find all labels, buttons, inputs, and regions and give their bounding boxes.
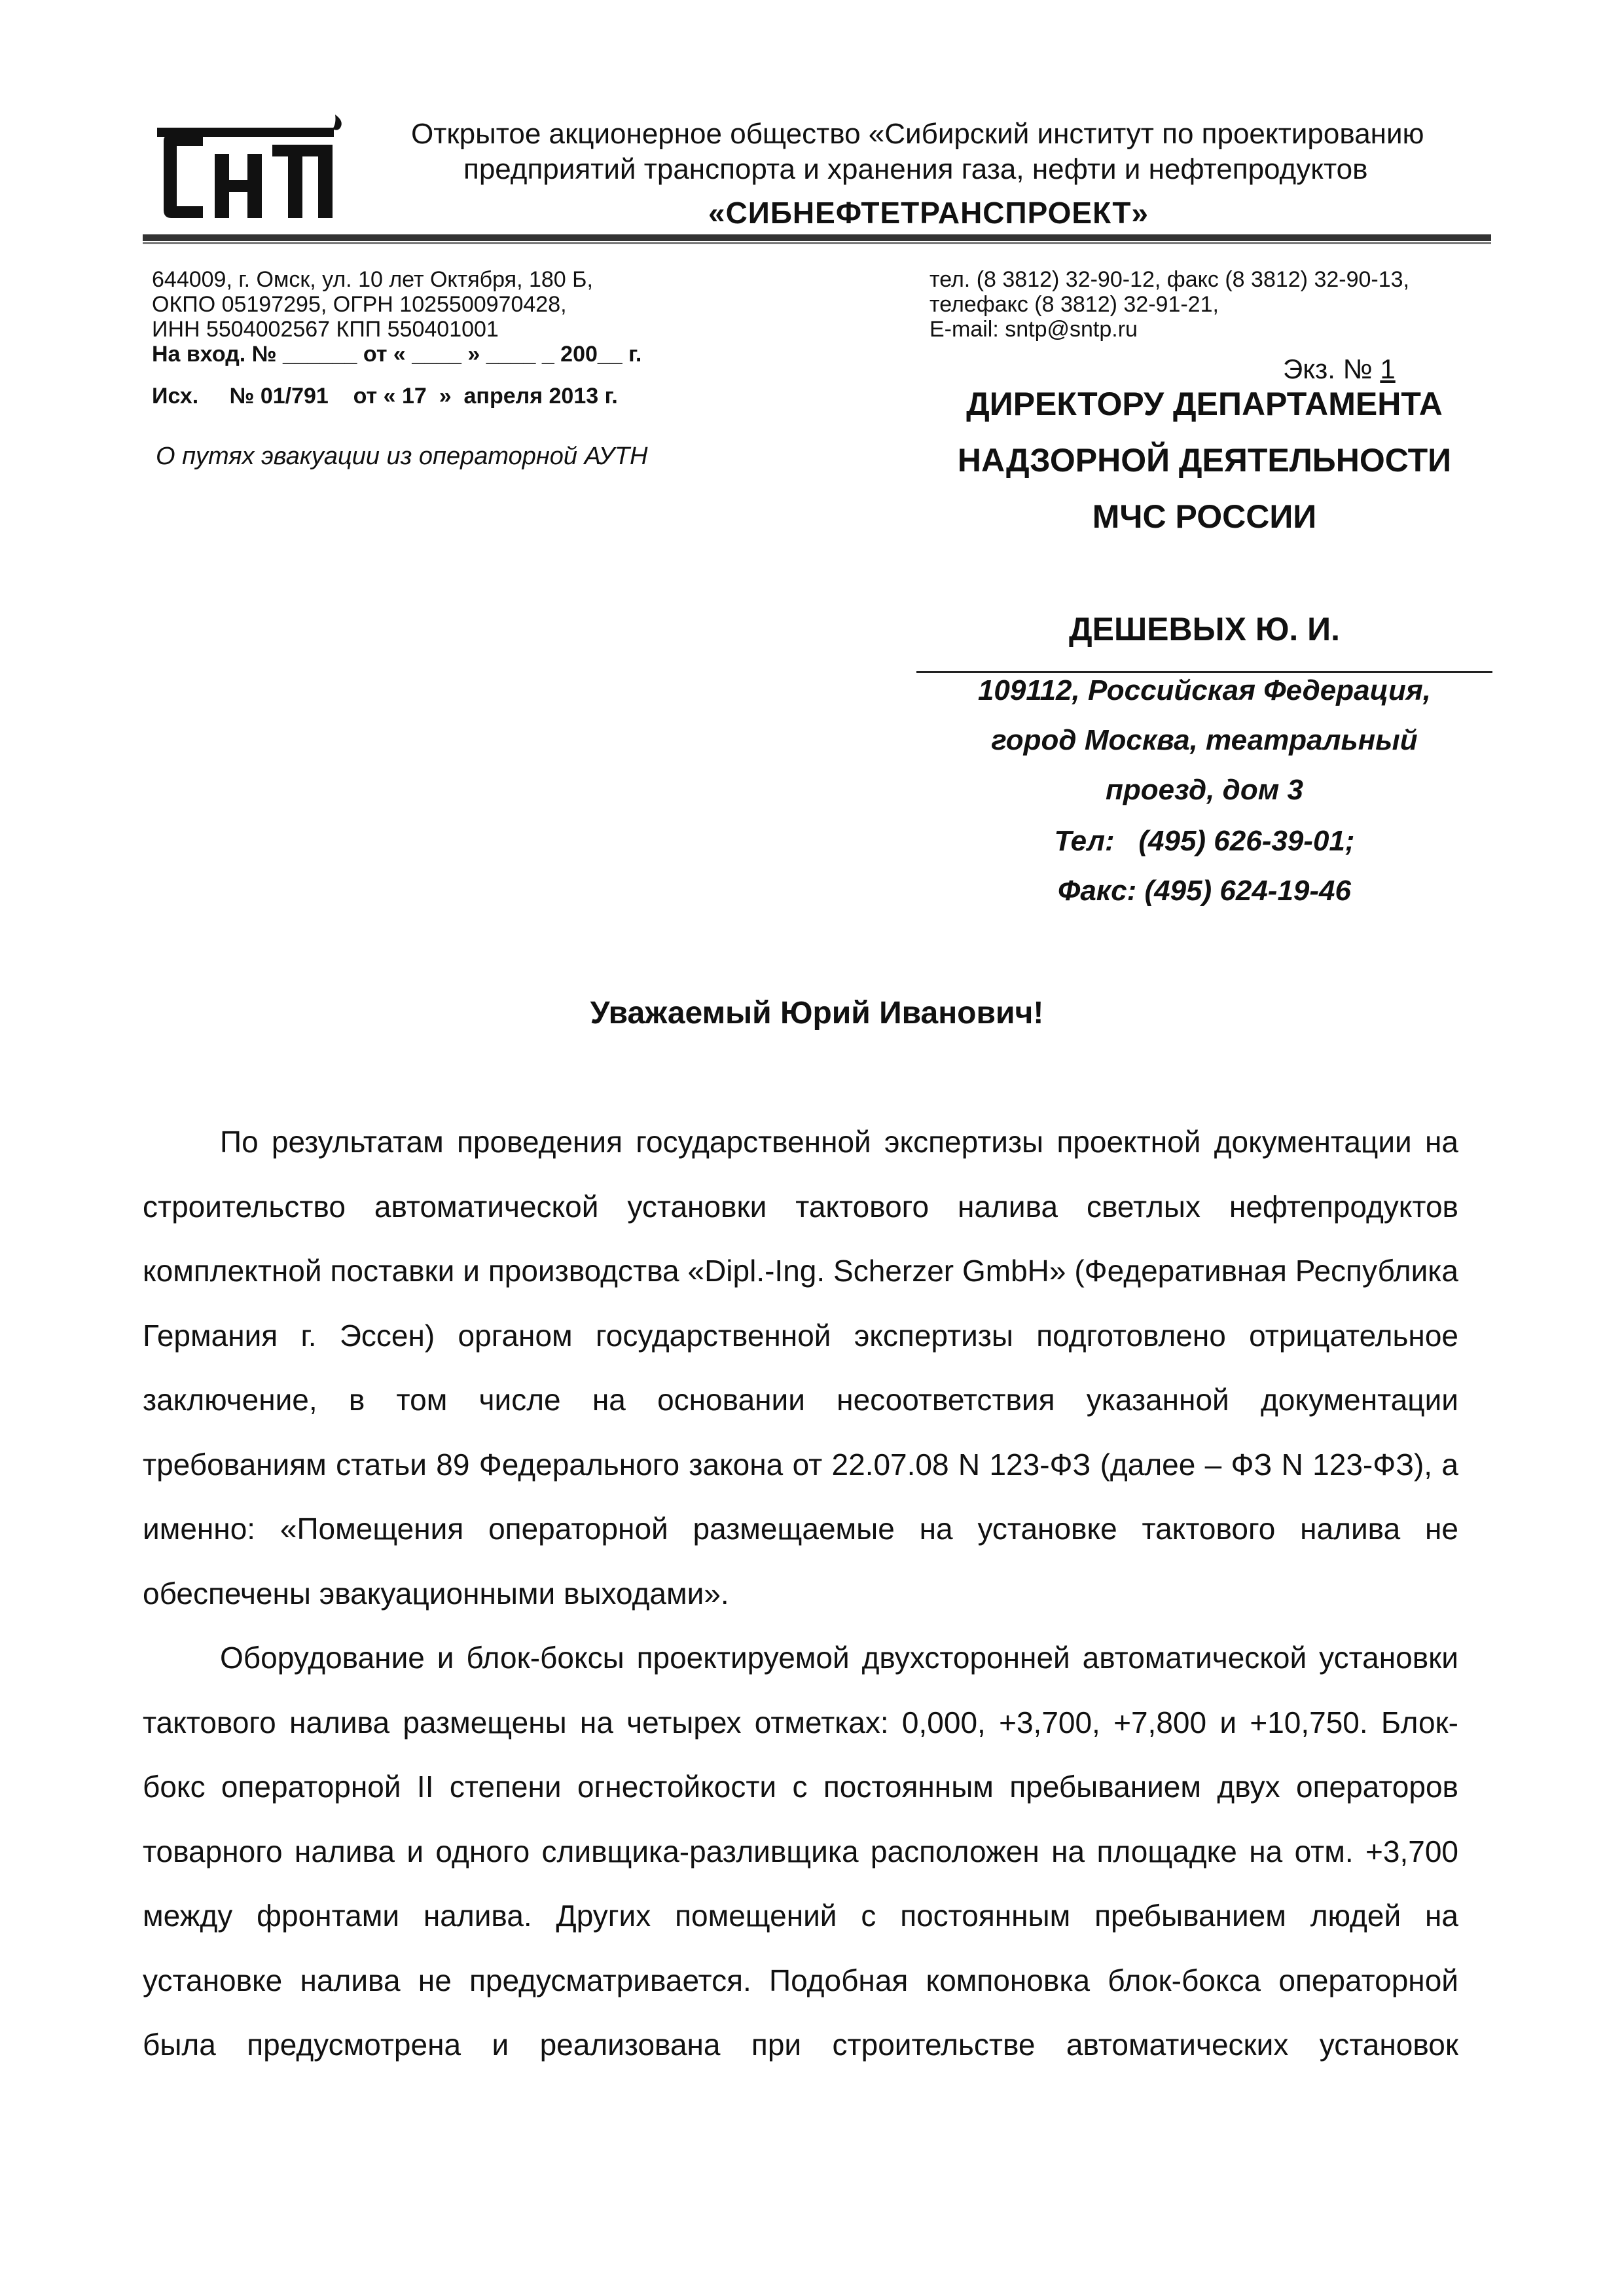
copy-number-value: 1 [1380,354,1396,384]
header-rule [143,234,1491,241]
header-rule-thin [143,242,1491,244]
addressee-address-1: 109112, Российская Федерация, [977,674,1432,706]
outgoing-number: Исх. № 01/791 от « 17 » апреля 2013 г. [152,384,618,409]
company-logo [157,115,347,223]
copy-number [1283,354,1396,385]
company-okpo: ОКПО 05197295, ОГРН 1025500970428, [152,292,567,317]
incoming-number: На вход. № ______ от « ____ » ____ _ 200__ г. [152,342,642,367]
addressee-address-2: город Москва, театральный [991,724,1418,756]
addressee-rule [916,671,1492,673]
addressee-line-3: МЧС РОССИИ [1092,498,1317,535]
addressee-name: ДЕШЕВЫХ Ю. И. [1068,611,1341,647]
org-line-1: Открытое акционерное общество «Сибирский институт по проектированию [411,118,1424,150]
body-paragraph-2: Оборудование и блок-боксы проектируемой двухсторонней автоматической установки тактового налива размещены на четырех отметках: 0,000, +3,700, +7,800 и +10,750. Блок-бокс операторной II степени огнестойкости с постоянным пребыванием двух операторов товарного налива и одного сливщика-разливщика расположен на площадке на отм. +3,700 между фронтами налива. Других помещений с постоянным пребыванием людей на установке налива не предусматривается. Подобная компоновка блок-бокса операторной была предусмотрена и реализована при строительстве автоматических установок [143,1641,1458,2062]
company-inn: ИНН 5504002567 КПП 550401001 [152,317,499,342]
letter-subject: О путях эвакуации из операторной АУТН [156,443,648,470]
letter-body [143,1110,1458,2077]
company-email: E-mail: sntp@sntp.ru [929,317,1138,342]
company-phone: тел. (8 3812) 32-90-12, факс (8 3812) 32-90-13, [929,267,1409,292]
addressee-address-3: проезд, дом 3 [1106,774,1303,806]
company-telefax: телефакс (8 3812) 32-91-21, [929,292,1219,317]
salutation: Уважаемый Юрий Иванович! [590,996,1044,1030]
body-paragraph-1: По результатам проведения государственной экспертизы проектной документации на строительство автоматической установки тактового налива светлых нефтепродуктов комплектной поставки и производства «Dipl.-Ing. Scherzer GmbH» (Федеративная Республика Германия г. Эссен) органом государственной экспертизы подготовлено отрицательное заключение, в том числе на основании несоответствия указанной документации требованиям статьи 89 Федерального закона от 22.07.08 N 123-ФЗ (далее – ФЗ N 123-ФЗ), а именно: «Помещения операторной размещаемые на установке тактового налива не обеспечены эвакуационными выходами». [143,1125,1458,1611]
addressee-phone: Тел: (495) 626-39-01; [1054,825,1355,857]
addressee-line-1: ДИРЕКТОРУ ДЕПАРТАМЕНТА [966,386,1443,422]
copy-number-label: Экз. № [1283,354,1380,384]
addressee-line-2: НАДЗОРНОЙ ДЕЯТЕЛЬНОСТИ [957,442,1452,479]
company-address: 644009, г. Омск, ул. 10 лет Октября, 180 Б, [152,267,593,292]
addressee-fax: Факс: (495) 624-19-46 [1057,875,1351,907]
org-line-2: предприятий транспорта и хранения газа, нефти и нефтепродуктов [463,153,1368,185]
org-name: «СИБНЕФТЕТРАНСПРОЕКТ» [708,196,1149,230]
